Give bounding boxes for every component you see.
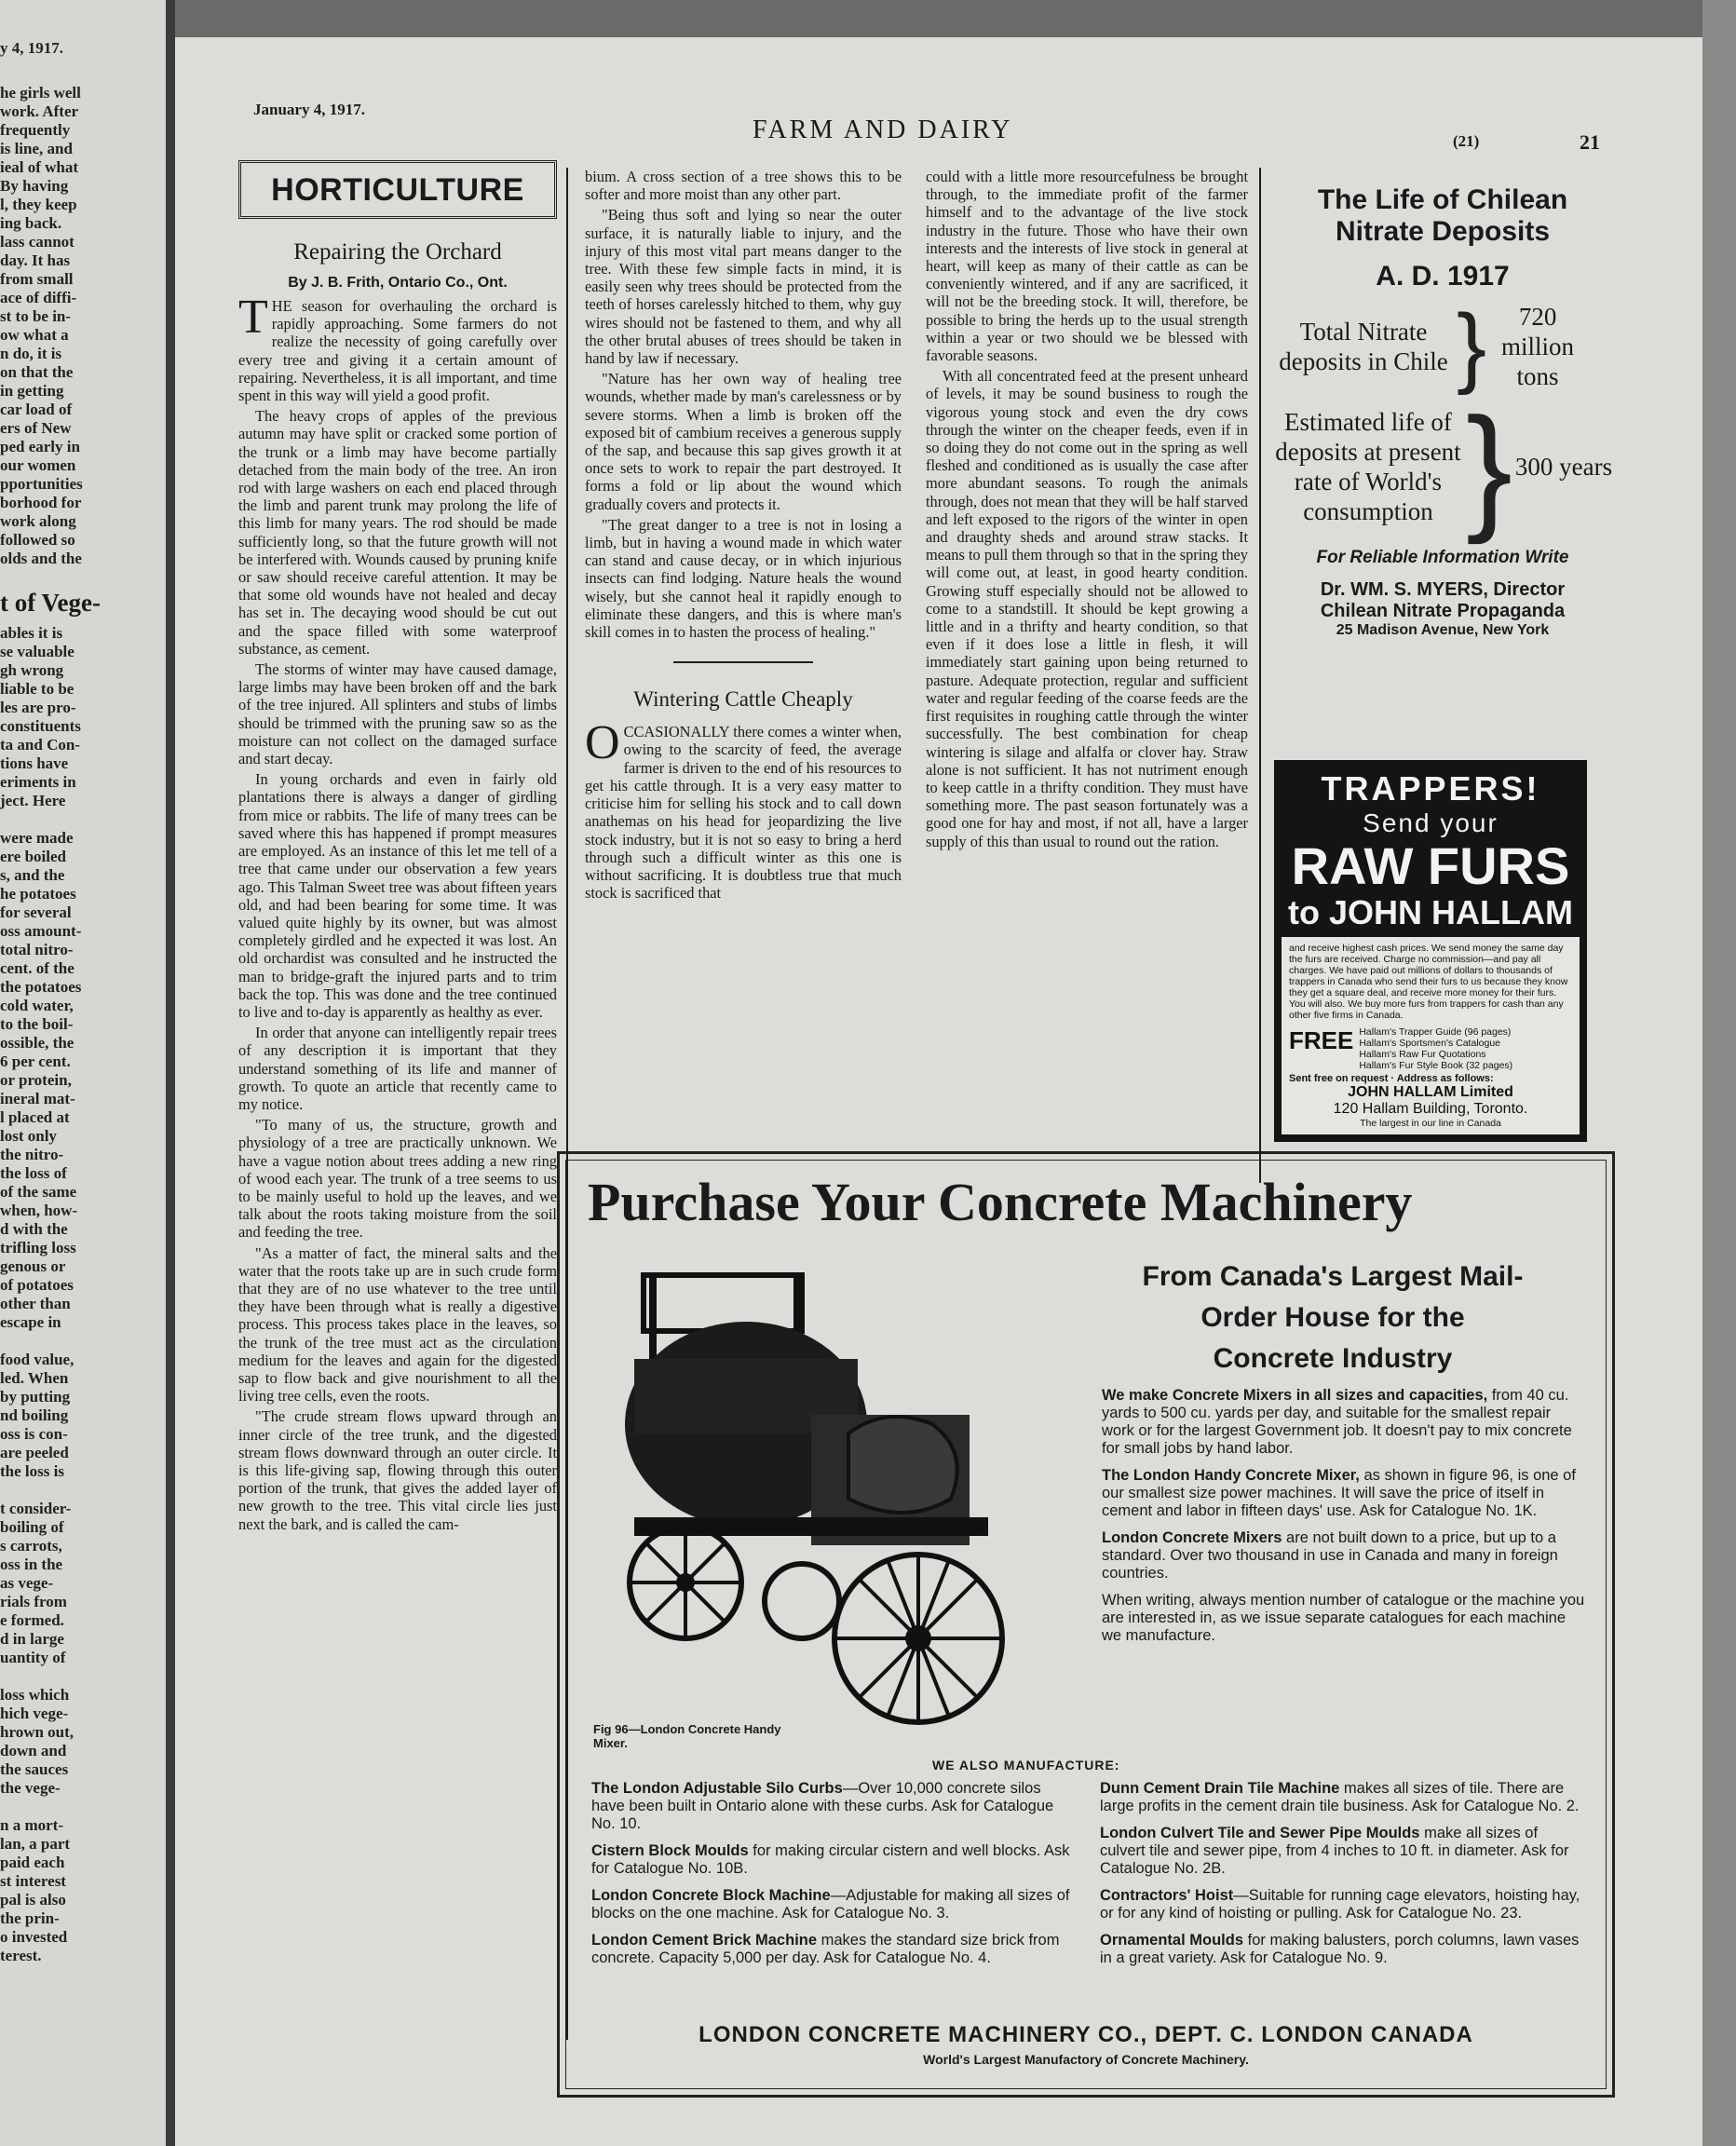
previous-page-line: escape in — [0, 1313, 61, 1331]
paragraph: In order that anyone can intelligently repair trees of any description it is important that they understand something of its life and manner of growth. To quote an article that recently came to my notice. — [238, 1024, 557, 1113]
drop-cap: T — [238, 291, 268, 344]
previous-page-line: s, and the — [0, 866, 65, 884]
drop-cap: O — [585, 716, 620, 770]
previous-page-line: l placed at — [0, 1108, 70, 1126]
previous-page-line: oss in the — [0, 1555, 63, 1573]
paragraph: "To many of us, the structure, growth and physiology of a tree are practically unknown. We have a vague notion about trees adding a new ring of wood each year. The trunk of a tree seems to us to be mainly useful to hold up the leaves, and we talk about the roots taking moisture from the soil and feeding the tree. — [238, 1116, 557, 1242]
previous-page-line: led. When — [0, 1369, 69, 1387]
concrete-subhead: From Canada's Largest Mail- — [1142, 1261, 1524, 1292]
trappers-address: 120 Hallam Building, Toronto. — [1333, 1101, 1528, 1117]
previous-page-line: liable to be — [0, 680, 75, 698]
concrete-mixer-illustration — [597, 1229, 1081, 1750]
product-item: Cistern Block Moulds for making circular cistern and well blocks. Ask for Catalogue No. 10B. — [591, 1842, 1070, 1877]
previous-page-line — [0, 1667, 83, 1686]
previous-page-line: lass cannot — [0, 233, 75, 251]
ad-paragraph-lead: London Concrete Mixers — [1102, 1529, 1282, 1546]
nitrate-row-value: 300 years — [1514, 453, 1613, 481]
previous-page-line: from small — [0, 270, 74, 288]
previous-page-line: ing back. — [0, 214, 62, 232]
previous-page-line: the loss is — [0, 1462, 64, 1480]
previous-page-line: ject. Here — [0, 792, 66, 809]
previous-page-line: followed so — [0, 531, 75, 549]
free-item: Hallam's Fur Style Book (32 pages) — [1359, 1060, 1513, 1071]
previous-page-line: work. After — [0, 102, 79, 120]
previous-page-line: cent. of the — [0, 959, 75, 977]
previous-page-line: the vege- — [0, 1779, 61, 1797]
product-item: London Cement Brick Machine makes the standard size brick from concrete. Capacity 5,000 per day. Ask for Catalogue No. 4. — [591, 1932, 1060, 1966]
previous-page-line: st to be in- — [0, 307, 72, 325]
previous-page-line: By having — [0, 177, 69, 195]
previous-page-line: our women — [0, 456, 76, 474]
paragraph: With all concentrated feed at the present unheard of levels, it may be sound business to rough the vigorous young stock and even the dry cows through the winter on the cheaper feeds, even if in so doing they do not come out in the spring as well fleshed and conditioned as is usually the case after more abundant seasons. To rough the animals through, does not mean that they will be half starved and left exposed to the rigors of the winter in open and draughty sheds and around straw stacks. It means to pull them through so that in the spring they will come out, at least, in good hearty condition. Growing stuff especially should not be allowed to come to a standstill. It should be kept growing a little and in a thrifty and hearty condition, so that even if it does lose a little in flesh, it will immediately start gaining upon being returned to pasture. Adequate protection, regular and sufficient water and regular feeding of the coarse feeds are the first requisites in roughing cattle through the winter successfully. The best combination for cheap wintering is silage and alfalfa or clover hay. Straw alone is not sufficient. It has not nutriment enough to keep cattle in a thrifty condition. They must have something more. The past season fortunately was a good one for hay and most, if not all, have a larger supply of this than usual to round out the ration. — [926, 367, 1248, 850]
previous-page-line — [0, 810, 83, 829]
previous-page-line: ace of diffi- — [0, 289, 77, 306]
article-body-continued — [926, 168, 1248, 850]
paragraph: In young orchards and even in fairly old plantations there is always a danger of girdling from mice or rabbits. The life of many trees can be saved where this has happened if prompt measures are employed. As an instance of this let me tell of a tree that came under our observation a few years ago. This Talman Sweet tree was about fifteen years old, and had been bearing for some time. It was valued quite highly by its owner, but was almost completely girdled and he expected it was lost. An old orchardist was consulted and he instructed the man to bridge-graft the injured parts and to trim back the top. This was done and the tree continued to live and to-day is apparently as healthy as ever. — [238, 770, 557, 1021]
trappers-ad — [1274, 760, 1587, 1142]
newspaper-page — [175, 37, 1702, 2146]
paragraph: "Nature has her own way of healing tree wounds, whether made by man's carelessness or by severe storms. When a limb is broken off the exposed bit of cambium receives a generous supply of the sap, and because this sap gives growth it at once sets to work to repair the part destroyed. It forms a fold or lip about the wound which gradually covers and protects it. — [585, 370, 902, 513]
article-body-continued — [585, 168, 902, 641]
previous-page-line: ossible, the — [0, 1034, 75, 1052]
previous-page-line — [0, 568, 83, 587]
previous-page-line: food value, — [0, 1351, 75, 1368]
also-manufacture-heading: WE ALSO MANUFACTURE: — [932, 1758, 1120, 1772]
ad-paragraph-lead: The London Handy Concrete Mixer, — [1102, 1467, 1360, 1484]
previous-page-line: genous or — [0, 1257, 66, 1275]
previous-page-line: as vege- — [0, 1574, 54, 1592]
concrete-subhead: Order House for the — [1200, 1302, 1465, 1333]
previous-page-line: o invested — [0, 1928, 68, 1946]
previous-page-line: were made — [0, 829, 74, 847]
previous-page-line: cold water, — [0, 997, 74, 1014]
paragraph: bium. A cross section of a tree shows this to be softer and more moist than any other part. — [585, 168, 902, 204]
previous-page-line: frequently — [0, 121, 71, 139]
previous-page-line: borhood for — [0, 494, 82, 511]
ad-paragraph-lead: We make Concrete Mixers in all sizes and capacities, — [1102, 1387, 1488, 1404]
previous-page-line: ere boiled — [0, 848, 66, 865]
ad-paragraph: When writing, always mention number of catalogue or the machine you are interested in, as we issue separate catalogues for each machine we manufacture. — [1102, 1592, 1585, 1644]
previous-page-line: when, how- — [0, 1202, 78, 1219]
sent-free: Sent free on request · Address as follows: — [1289, 1073, 1494, 1084]
previous-page-line: gh wrong — [0, 661, 64, 679]
nitrate-row-label: Estimated life of deposits at present rate of World's consumption — [1275, 408, 1461, 525]
product-item: Ornamental Moulds for making balusters, porch columns, lawn vases in a great variety. Ask for Catalogue No. 9. — [1100, 1932, 1580, 1966]
previous-page-line: are peeled — [0, 1444, 69, 1461]
previous-page-line: he girls well — [0, 84, 81, 102]
trappers-subhead: Send your — [1363, 808, 1499, 837]
paragraph: "Being thus soft and lying so near the outer surface, it is naturally liable to injury, and the injury of this most vital part means danger to the tree. With these few simple facts in mind, it is easily seen why trees should be protected from the teeth of horses carelessly hitched to them, why guy wires should not be fastened to them, and why all the other brutal abuses of trees should be taken in hand by law if necessary. — [585, 206, 902, 368]
previous-page-line: loss which — [0, 1686, 70, 1704]
previous-page-line: d in large — [0, 1630, 64, 1648]
previous-page-line: nd boiling — [0, 1406, 69, 1424]
ad-paragraph: from 40 cu. yards to 500 cu. yards per day, and suitable for the smallest repair work or for the largest Government job. It doesn't pay to mix concrete for small jobs by hand labor. — [1102, 1387, 1572, 1457]
previous-page-line: lost only — [0, 1127, 57, 1145]
product-item: The London Adjustable Silo Curbs—Over 10,000 concrete silos have been built in Ontario alone with these curbs. Ask for Catalogue No. 10. — [591, 1780, 1054, 1832]
previous-page-line: or protein, — [0, 1071, 72, 1089]
previous-page-line: constituents — [0, 717, 81, 735]
previous-page-line: pal is also — [0, 1891, 66, 1908]
paragraph: "The crude stream flows upward through an inner circle of the tree trunk, and the digested stream flows downward through an outer circle. It is this life-giving sap, flowing through this outer portion of the trunk, that gives the added layer of new growth to the tree. This vital circle lies just next the bark, and is called the cam- — [238, 1407, 557, 1533]
previous-page-line: down and — [0, 1742, 67, 1759]
trappers-raw-furs: RAW FURS — [1291, 836, 1570, 895]
article-title: Wintering Cattle Cheaply — [633, 687, 853, 712]
previous-page-line: olds and the — [0, 550, 82, 567]
previous-page-line: the prin- — [0, 1909, 60, 1927]
brace-icon: } — [1457, 296, 1487, 396]
page-gutter — [166, 0, 175, 2146]
previous-page-line — [0, 1481, 83, 1500]
previous-page-line: st interest — [0, 1872, 66, 1890]
previous-page-line: terest. — [0, 1947, 42, 1964]
previous-page-line: day. It has — [0, 251, 71, 269]
nitrate-ad-year: A. D. 1917 — [1376, 261, 1510, 292]
article-byline: By J. B. Frith, Ontario Co., Ont. — [288, 275, 508, 291]
nitrate-contact-org: Chilean Nitrate Propaganda — [1320, 601, 1566, 621]
nitrate-ad — [1270, 184, 1615, 639]
previous-page-line: ineral mat- — [0, 1090, 75, 1107]
previous-page-line: tions have — [0, 754, 69, 772]
previous-page-line: work along — [0, 512, 76, 530]
previous-page-line: the loss of — [0, 1164, 67, 1182]
previous-page-line: l, they keep — [0, 196, 77, 213]
nitrate-contact-address: 25 Madison Avenue, New York — [1336, 622, 1550, 638]
product-item: London Concrete Block Machine—Adjustable for making all sizes of blocks on the one machine. Ask for Catalogue No. 3. — [591, 1887, 1070, 1922]
previous-page-line: eriments in — [0, 773, 76, 791]
previous-page-line: d with the — [0, 1220, 68, 1238]
paragraph: CCASIONALLY there comes a winter when, owing to the scarcity of feed, the average farmer is driven to the end of his resources to get his cattle through. It is a very easy matter to criticise him for selling his stock and to call down anathemas on his head for jeopardizing the live stock industry, but it is not so easy to bring a herd through such a difficult winter as this one is without sacrificing. It is doubtless true that much stock is sacrificed that — [585, 723, 902, 903]
product-list-left — [591, 1780, 1076, 1976]
masthead: FARM AND DAIRY — [753, 115, 1013, 144]
concrete-company: LONDON CONCRETE MACHINERY CO., DEPT. C. LONDON CANADA — [698, 2022, 1473, 2047]
article-body — [238, 291, 557, 1533]
previous-page-line: ieal of what — [0, 158, 79, 176]
free-item: Hallam's Trapper Guide (96 pages) — [1359, 1026, 1512, 1038]
previous-page-line: on that the — [0, 363, 74, 381]
brace-icon: } — [1465, 388, 1513, 545]
nitrate-row-label: Total Nitrate deposits in Chile — [1279, 318, 1448, 375]
previous-page-line: the potatoes — [0, 978, 82, 996]
product-item: Dunn Cement Drain Tile Machine makes all sizes of tile. There are large profits in the cement drain tile business. Ask for Catalogue No. 2. — [1100, 1780, 1580, 1814]
previous-page-line: oss is con- — [0, 1425, 68, 1443]
previous-page-line: the nitro- — [0, 1146, 64, 1163]
figure-caption: Fig 96—London Concrete Handy Mixer. — [593, 1722, 781, 1750]
trappers-company: JOHN HALLAM Limited — [1348, 1084, 1513, 1100]
previous-page-line: by putting — [0, 1388, 71, 1406]
previous-page-line: of the same — [0, 1183, 77, 1201]
previous-page-line: paid each — [0, 1854, 65, 1871]
previous-page-line: ped early in — [0, 438, 80, 455]
ad-paragraph: as shown in figure 96, is one of our smallest size power machines. It will save the price of itself in cement and labor in fifteen days' use. Ask for Catalogue No. 1K. — [1102, 1467, 1576, 1519]
previous-page-line — [0, 1798, 83, 1816]
previous-page-line: ables it is — [0, 624, 63, 642]
previous-page-line: hrown out, — [0, 1723, 75, 1741]
page-number: 21 — [1580, 130, 1600, 154]
previous-page-strip — [0, 0, 166, 2146]
previous-page-line: hich vege- — [0, 1705, 69, 1722]
trappers-largest: The largest in our line in Canada — [1360, 1118, 1501, 1129]
previous-page-line: boiling of — [0, 1518, 64, 1536]
previous-page-line: n a mort- — [0, 1816, 63, 1834]
issue-date: January 4, 1917. — [253, 101, 365, 118]
previous-page-line: 6 per cent. — [0, 1053, 71, 1070]
previous-page-line — [0, 1332, 83, 1351]
previous-page-line: les are pro- — [0, 699, 76, 716]
paragraph: The storms of winter may have caused damage, large limbs may have been broken off and the bark of the tree injured. All splinters and stubs of limbs should be trimmed with the pruning saw so as the moisture can not collect on the damaged surface and start decay. — [238, 660, 557, 768]
previous-page-line: oss amount- — [0, 922, 82, 940]
ad-paragraph: are not built down to a price, but up to a standard. Over two thousand in use in Canada and many in foreign countries. — [1102, 1529, 1558, 1582]
nitrate-ad-title: The Life of Chilean Nitrate Deposits — [1317, 184, 1568, 247]
previous-page-line: trifling loss — [0, 1239, 76, 1256]
trappers-body: and receive highest cash prices. We send money the same day the furs are received. Charge no commission—and pay all charges. We have paid out millions of dollars to thousands of trappers in Canada who send their furs to us because they know they get a square deal, and receive more money for their furs. You will also. We buy more furs from trappers for cash than any other five firms in Canada. — [1289, 943, 1568, 1021]
nitrate-contact-name: Dr. WM. S. MYERS, Director — [1320, 579, 1566, 600]
free-badge: FREE — [1289, 1026, 1354, 1054]
concrete-ad — [557, 1151, 1615, 2098]
previous-page-line: rials from — [0, 1593, 67, 1610]
article-title: Repairing the Orchard — [293, 239, 502, 265]
nitrate-row-value: 720 million tons — [1501, 303, 1575, 390]
previous-page-text — [0, 84, 83, 1965]
column-rule — [1259, 168, 1261, 1183]
previous-page-line: the sauces — [0, 1760, 69, 1778]
paragraph: The heavy crops of apples of the previous autumn may have split or cracked some portion of the trunk or a limb may have become partially detached from the main body of the tree. An iron rod with large washers on each end placed through the limb and parent trunk may prolong the life of this limb for many years. The rod should be made sufficiently long, so that the future growth will not be interfered with. Wounds caused by pruning knife or saw should receive careful attention. It may be that some old wounds have not healed and decay has set in. The decaying wood should be cut out and the space filled with some waterproof substance, as cement. — [238, 407, 557, 658]
nitrate-cta: For Reliable Information Write — [1316, 548, 1569, 567]
paragraph: "As a matter of fact, the mineral salts and the water that the roots take up are in such crude form that they are of no use whatever to the tree until they have been through what is really a digestive process. This process takes place in the leaves, so the trunk of the tree must act as the circulation medium for the leaves and again for the digested sap to flow back and give nourishment to all the living tree cells, even the roots. — [238, 1243, 557, 1406]
previous-page-line: ta and Con- — [0, 736, 80, 754]
previous-page-line: car load of — [0, 401, 73, 418]
previous-page-line: in getting — [0, 382, 64, 400]
concrete-tagline: World's Largest Manufactory of Concrete Machinery. — [923, 2052, 1249, 2067]
previous-page-line: of potatoes — [0, 1276, 74, 1294]
free-item: Hallam's Sportsmen's Catalogue — [1359, 1038, 1501, 1049]
free-item: Hallam's Raw Fur Quotations — [1359, 1049, 1486, 1060]
previous-page-line: t consider- — [0, 1500, 72, 1517]
product-item: London Culvert Tile and Sewer Pipe Moulds make all sizes of culvert tile and sewer pipe, from 4 inches to 10 ft. in diameter. Ask for Catalogue No. 2B. — [1100, 1825, 1569, 1877]
article-body — [585, 716, 902, 903]
previous-page-line: pportunities — [0, 475, 83, 493]
previous-page-line: to the boil- — [0, 1015, 74, 1033]
article-divider — [673, 661, 813, 663]
previous-page-line: he potatoes — [0, 885, 76, 903]
concrete-headline: Purchase Your Concrete Machinery — [588, 1172, 1413, 1232]
product-item: Contractors' Hoist—Suitable for running cage elevators, hoisting hay, or for any kind of hoisting or pulling. Ask for Catalogue No. 23. — [1100, 1887, 1580, 1922]
previous-page-line: total nitro- — [0, 941, 74, 958]
previous-page-line: ers of New — [0, 419, 72, 437]
previous-page-line: ow what a — [0, 326, 69, 344]
previous-page-line: e formed. — [0, 1611, 64, 1629]
paragraph: HE season for overhauling the orchard is rapidly approaching. Some farmers do not realize the necessity of going carefully over every tree and giving it a certain amount of repairing. Nevertheless, it is all important, and time spent in this way will yield a good profit. — [238, 297, 557, 405]
product-list-right — [1100, 1780, 1584, 1976]
previous-page-heading: t of Vege- — [0, 589, 101, 617]
previous-page-line: for several — [0, 903, 72, 921]
previous-page-line: n do, it is — [0, 345, 62, 362]
previous-page-line: uantity of — [0, 1649, 66, 1666]
previous-page-line: other than — [0, 1295, 71, 1312]
page-edge — [1702, 0, 1736, 2146]
previous-page-line: se valuable — [0, 643, 75, 660]
paragraph: could with a little more resourcefulness be brought through, to the immediate profit of the farmer himself and to the advantage of the live stock industry in the future. Those who have their own interests and the interests of live stock in general at heart, will keep as many of their cattle as can be conveniently wintered, and if any are sacrificed, it will not be the breeding stock. It will, therefore, be possible to bring the herds up to the usual strength within a year or two should we be blessed with favorable seasons. — [926, 168, 1248, 365]
previous-page-line: is line, and — [0, 140, 73, 157]
trappers-hallam: to JOHN HALLAM — [1288, 893, 1573, 931]
previous-page-line: s carrots, — [0, 1537, 62, 1555]
paragraph: "The great danger to a tree is not in losing a limb, but in having a wound made in which water can stand and cause decay, or in which injurious insects can find lodging. Nature heals the wound wisely, but she cannot heal it rapidly enough to eliminate these dangers, and this is where man's skill comes in to hasten the process of healing." — [585, 515, 902, 642]
trappers-headline: TRAPPERS! — [1321, 769, 1540, 808]
concrete-subhead: Concrete Industry — [1213, 1343, 1453, 1374]
section-heading: HORTICULTURE — [238, 160, 557, 219]
previous-page-line: lan, a part — [0, 1835, 71, 1853]
page-in-parens: (21) — [1453, 132, 1480, 150]
previous-page-date: y 4, 1917. — [0, 39, 63, 57]
